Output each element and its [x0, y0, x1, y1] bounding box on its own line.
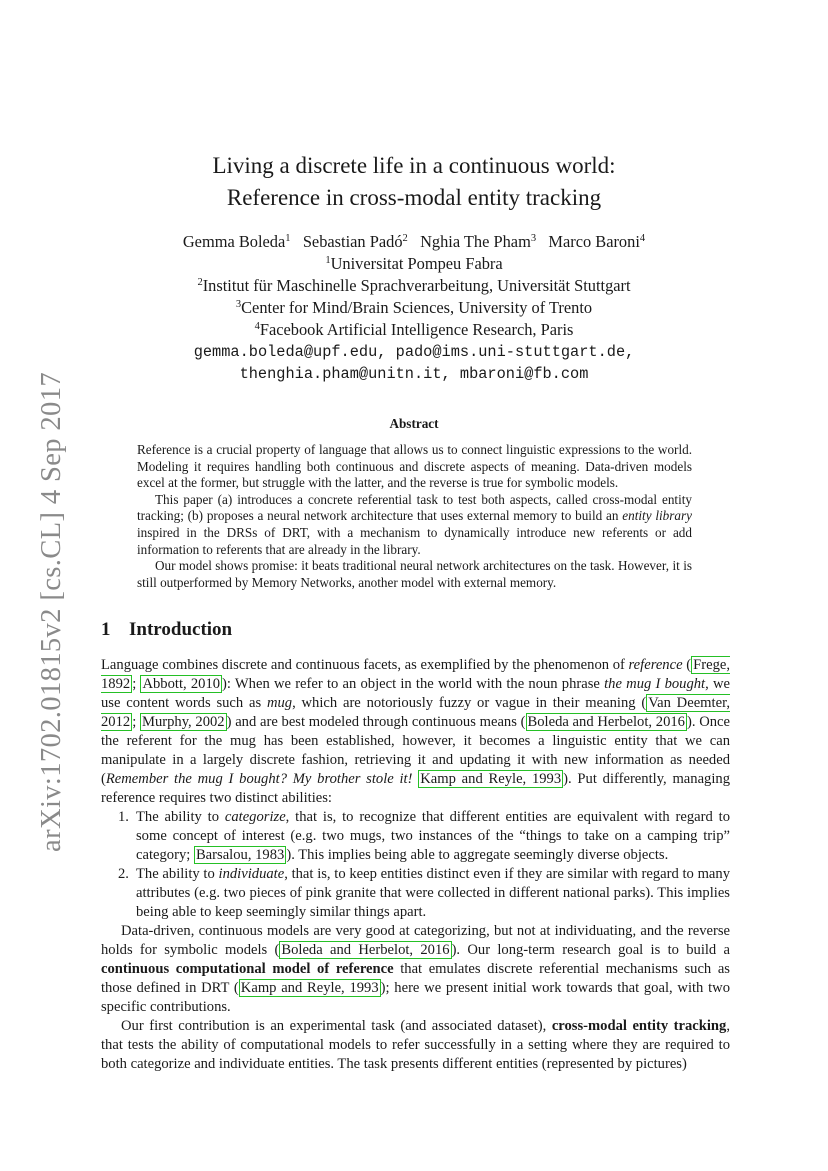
abstract-body [137, 442, 692, 591]
author-names [0, 231, 828, 253]
abstract-heading: Abstract [389, 416, 439, 431]
affiliation-text: Facebook Artificial Intelligence Research, Paris [259, 320, 574, 339]
affiliation-text: Institut für Maschinelle Sprachverarbeitung, Universität Stuttgart [202, 276, 631, 295]
affiliation-2 [0, 275, 828, 297]
title-line-2: Reference in cross-modal entity tracking [226, 185, 602, 210]
list-number: 2. [118, 866, 129, 882]
email-line-2: thenghia.pham@unitn.it, mbaroni@fb.com [239, 365, 589, 383]
affiliation-text: Universitat Pompeu Fabra [330, 254, 503, 273]
citation-link[interactable]: Boleda and Herbelot, 2016 [527, 714, 685, 730]
citation-link[interactable]: Kamp and Reyle, 1993 [420, 771, 562, 787]
section-heading [101, 619, 232, 641]
citation-link[interactable]: Boleda and Herbelot, 2016 [281, 942, 450, 958]
list-number: 1. [118, 809, 129, 825]
citation-link[interactable]: Frege, 1892 [101, 657, 730, 692]
arxiv-identifier-stamp: arXiv:1702.01815v2 [cs.CL] 4 Sep 2017 [36, 372, 67, 852]
affiliation-marker: 2 [197, 277, 203, 288]
citation-link[interactable]: Barsalou, 1983 [195, 847, 285, 863]
email-line-1: gemma.boleda@upf.edu, pado@ims.uni-stuttgart.de, [193, 343, 635, 361]
abilities-list [101, 808, 730, 922]
paper-title [0, 150, 828, 214]
affiliation-marker: 1 [325, 255, 331, 266]
section-title: Introduction [129, 619, 233, 640]
list-item: 1. The ability to categorize, that is, to recognize that different entities are equivalent with regard to some concept of interest (e.g. two mugs, two instances of the “things to take on a camping trip” category; Barsalou, 1983 ). This implies being able to aggregate seemingly diverse objects. [118, 809, 730, 863]
author-name: Marco Baroni [548, 232, 640, 251]
author-name: Sebastian Padó [302, 232, 403, 251]
affiliation-4 [0, 319, 828, 341]
citation-link[interactable]: Van Deemter, 2012 [101, 695, 730, 730]
body-paragraph: Data-driven, continuous models are very good at categorizing, but not at individuating, and the reverse holds for symbolic models ( Boleda and Herbelot, 2016 ). Our long-term research goal is to build a continuous computational model of reference that emulates discrete referential mechanisms such as those defined in DRT ( Kamp and Reyle, 1993 ); here we present initial work towards that goal, with two specific contributions. [101, 923, 730, 1015]
citation-link[interactable]: Kamp and Reyle, 1993 [240, 980, 379, 996]
author-name: Gemma Boleda [182, 232, 286, 251]
abstract-paragraph: Reference is a crucial property of language that allows us to connect linguistic expressions to the world. Modeling it requires handling both continuous and discrete aspects of meaning. Data-driven models excel at the former, but struggle with the latter, and the reverse is true for symbolic models. [137, 442, 692, 491]
affiliation-marker: 4 [639, 233, 646, 244]
abstract-paragraph: This paper (a) introduces a concrete referential task to test both aspects, called cross-modal entity tracking; (b) proposes a neural network architecture that uses external memory to build an entity library inspired in the DRSs of DRT, with a mechanism to dynamically introduce new referents or add information to referents that are already in the library. [137, 491, 692, 557]
title-line-1: Living a discrete life in a continuous world: [212, 153, 616, 178]
citation-link[interactable]: Abbott, 2010 [142, 676, 221, 692]
affiliation-3 [0, 297, 828, 319]
abstract-paragraph: Our model shows promise: it beats traditional neural network architectures on the task. However, it is still outperformed by Memory Networks, another model with external memory. [137, 558, 692, 590]
affiliation-text: Center for Mind/Brain Sciences, University of Trento [241, 298, 593, 317]
body-paragraph: Language combines discrete and continuous facets, as exemplified by the phenomenon of reference ( Frege, 1892 ; Abbott, 2010 ): When we refer to an object in the world with the noun phrase the mug I bought, we use content words such as mug, which are notoriously fuzzy or vague in their meaning ( Van Deemter, 2012 ; Murphy, 2002 ) and are best modeled through continuous means ( Boleda and Herbelot, 2016 ). Once the referent for the mug has been established, however, it becomes a linguistic entity that we can manipulate in a largely discrete fashion, retrieving it and updating it with new information as needed (Remember the mug I bought? My brother stole it! Kamp and Reyle, 1993 ). Put differently, managing reference requires two distinct abilities: [101, 657, 731, 806]
introduction-body [101, 656, 730, 1074]
author-name: Nghia The Pham [420, 232, 531, 251]
affiliation-marker: 3 [530, 233, 537, 244]
affiliation-marker: 1 [285, 233, 291, 244]
section-number: 1 [101, 619, 111, 640]
list-item: 2. The ability to individuate, that is, to keep entities distinct even if they are similar with regard to many attributes (e.g. two pieces of pink granite that were collected in different national parks). This implies being able to keep seemingly similar things apart. [118, 866, 730, 920]
author-block [0, 231, 828, 385]
affiliation-marker: 4 [254, 321, 260, 332]
affiliation-marker: 3 [235, 299, 242, 310]
affiliation-1 [0, 253, 828, 275]
affiliation-marker: 2 [402, 233, 408, 244]
body-paragraph: Our first contribution is an experimental task (and associated dataset), cross-modal entity tracking, that tests the ability of computational models to refer successfully in a setting where they are required to both categorize and individuate entities. The task presents different entities (represented by pictures) [101, 1018, 730, 1072]
citation-link[interactable]: Murphy, 2002 [141, 714, 225, 730]
